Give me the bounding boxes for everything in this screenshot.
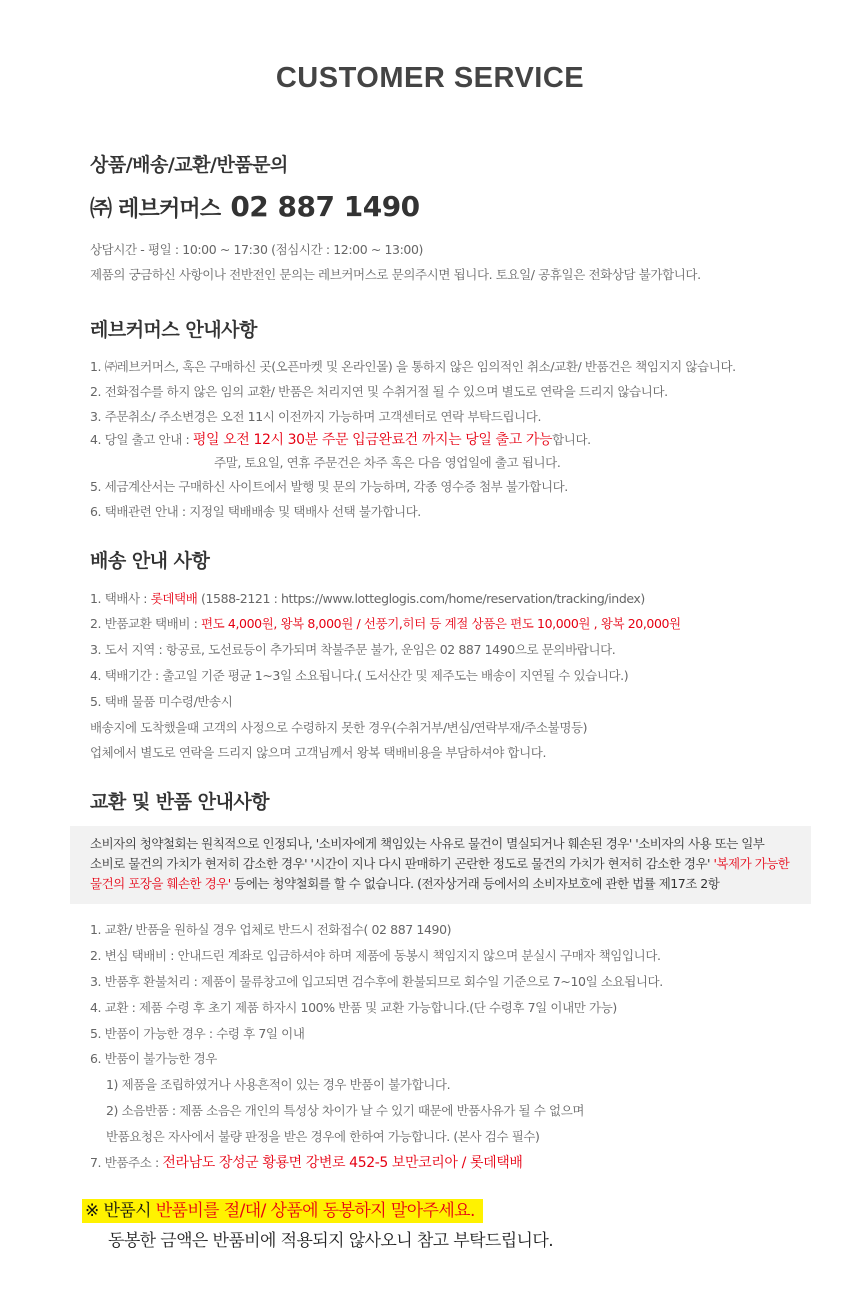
shipping-item-5: 5. 택배 물품 미수령/반송시: [90, 694, 233, 709]
notice-box-line-3-red: 물건의 포장을 훼손한 경우': [90, 876, 231, 891]
returns-heading: 교환 및 반품 안내사항: [90, 791, 270, 813]
phone-number[interactable]: 02 887 1490: [230, 190, 420, 223]
courier-name: 롯데택배: [150, 591, 198, 606]
notice-box-line-1: 소비자의 청약철회는 원칙적으로 인정되나, '소비자에게 책임있는 사유로 물건이 멸실되거나 훼손된 경우' '소비자의 사용 또는 일부: [90, 836, 765, 851]
returns-item-3: 3. 반품후 환불처리 : 제품이 물류창고에 입고되면 검수후에 환불되므로 회수일 기준으로 7~10일 소요됩니다.: [90, 974, 663, 989]
return-fee-highlight: 편도 4,000원, 왕복 8,000원 / 선풍기,히터 등 계절 상품은 편도 10,000원 , 왕복 20,000원: [200, 616, 681, 631]
returns-item-6-1: 1) 제품을 조립하였거나 사용흔적이 있는 경우 반품이 불가합니다.: [106, 1077, 451, 1092]
notice-box-line-2-text: 소비로 물건의 가치가 현저히 감소한 경우' '시간이 지나 다시 판매하기 곤란한 정도로 물건의 가치가 현저히 감소한 경우': [90, 856, 710, 871]
withdrawal-notice-box: [70, 826, 811, 904]
returns-item-6-2: 2) 소음반품 : 제품 소음은 개인의 특성상 차이가 날 수 있기 때문에 반품사유가 될 수 없으며: [106, 1103, 585, 1118]
warning-red-text: 반품비를 절/대/ 상품에 동봉하지 말아주세요.: [155, 1201, 475, 1221]
shipping-item-2: [90, 614, 681, 632]
business-hours: 상담시간 - 평일 : 10:00 ~ 17:30 (점심시간 : 12:00 ~ 13:00): [90, 242, 423, 257]
notice-item-5: 5. 세금계산서는 구매하신 사이트에서 발행 및 문의 가능하며, 각종 영수증 첨부 불가합니다.: [90, 479, 568, 494]
page-title: CUSTOMER SERVICE: [275, 62, 585, 94]
returns-item-6-3: 반품요청은 자사에서 불량 판정을 받은 경우에 한하여 가능합니다. (본사 검수 필수): [106, 1129, 540, 1144]
courier-tracking-link[interactable]: (1588-2121 : https://www.lotteglogis.com/home/reservation/tracking/index): [200, 591, 645, 606]
warning-highlight: [82, 1199, 483, 1223]
notice-item-4-suffix: 합니다.: [552, 432, 591, 447]
returns-item-2: 2. 변심 택배비 : 안내드린 계좌로 입금하셔야 하며 제품에 동봉시 책임지지 않으며 분실시 구매자 책임입니다.: [90, 948, 661, 963]
contact-description: 제품의 궁금하신 사항이나 전반전인 문의는 레브커머스로 문의주시면 됩니다. 토요일/ 공휴일은 전화상담 불가합니다.: [90, 267, 701, 282]
notice-box-line-3-text: 등에는 청약철회를 할 수 없습니다. (전자상거래 등에서의 소비자보호에 관한 법률 제17조 2항: [234, 876, 720, 891]
returns-item-7: [90, 1152, 522, 1172]
notice-item-2: 2. 전화접수를 하지 않은 임의 교환/ 반품은 처리지연 및 수취거절 될 수 있으며 별도로 연락을 드리지 않습니다.: [90, 384, 668, 399]
notice-box-line-2-red: '복제가 가능한: [713, 856, 790, 871]
warning-prefix: ※ 반품시: [85, 1201, 156, 1221]
shipping-item-1: [90, 589, 645, 607]
notice-item-4-sub: 주말, 토요일, 연휴 주문건은 차주 혹은 다음 영업일에 출고 됩니다.: [214, 455, 561, 470]
notice-item-3: 3. 주문취소/ 주소변경은 오전 11시 이전까지 가능하며 고객센터로 연락 부탁드립니다.: [90, 409, 542, 424]
returns-item-6: 6. 반품이 불가능한 경우: [90, 1051, 217, 1066]
notice-item-4-prefix: 4. 당일 출고 안내 :: [90, 432, 190, 447]
return-address: 전라남도 장성군 황룡면 강변로 452-5 보만코리아 / 롯데택배: [162, 1155, 523, 1171]
returns-item-7-prefix: 7. 반품주소 :: [90, 1155, 159, 1170]
warning-subtext: 동봉한 금액은 반품비에 적용되지 않사오니 참고 부탁드립니다.: [108, 1231, 553, 1251]
notice-item-4: [90, 429, 591, 449]
shipping-item-5-line3: 업체에서 별도로 연락을 드리지 않으며 고객님께서 왕복 택배비용을 부담하셔야 합니다.: [90, 745, 547, 760]
same-day-shipping-highlight: 평일 오전 12시 30분 주문 입금완료건 까지는 당일 출고 가능: [192, 432, 553, 448]
notice-item-1: 1. ㈜레브커머스, 혹은 구매하신 곳(오픈마켓 및 온라인몰) 을 통하지 않은 임의적인 취소/교환/ 반품건은 책임지지 않습니다.: [90, 359, 736, 374]
shipping-item-3: 3. 도서 지역 : 항공료, 도선료등이 추가되며 착불주문 불가, 운임은 02 887 1490으로 문의바랍니다.: [90, 642, 616, 657]
notice-box-line-3: [90, 874, 719, 892]
shipping-item-1-prefix: 1. 택배사 :: [90, 591, 148, 606]
notice-box-line-2: [90, 854, 789, 872]
returns-item-4: 4. 교환 : 제품 수령 후 초기 제품 하자시 100% 반품 및 교환 가능합니다.(단 수령후 7일 이내만 가능): [90, 1000, 617, 1015]
company-name: ㈜ 레브커머스: [90, 197, 221, 222]
notice-heading: 레브커머스 안내사항: [90, 319, 257, 341]
company-line: [90, 190, 420, 223]
shipping-item-4: 4. 택배기간 : 출고일 기준 평균 1~3일 소요됩니다.( 도서산간 및 제주도는 배송이 지연될 수 있습니다.): [90, 668, 629, 683]
contact-heading: 상품/배송/교환/반품문의: [90, 154, 288, 176]
notice-item-6: 6. 택배관련 안내 : 지정일 택배배송 및 택배사 선택 불가합니다.: [90, 504, 421, 519]
returns-item-1: 1. 교환/ 반품을 원하실 경우 업체로 반드시 전화접수( 02 887 1490): [90, 922, 452, 937]
returns-item-5: 5. 반품이 가능한 경우 : 수령 후 7일 이내: [90, 1026, 305, 1041]
return-fee-warning: [82, 1196, 483, 1221]
shipping-item-2-prefix: 2. 반품교환 택배비 :: [90, 616, 198, 631]
shipping-heading: 배송 안내 사항: [90, 550, 210, 572]
shipping-item-5-line2: 배송지에 도착했을때 고객의 사정으로 수령하지 못한 경우(수취거부/변심/연락부재/주소불명등): [90, 720, 588, 735]
